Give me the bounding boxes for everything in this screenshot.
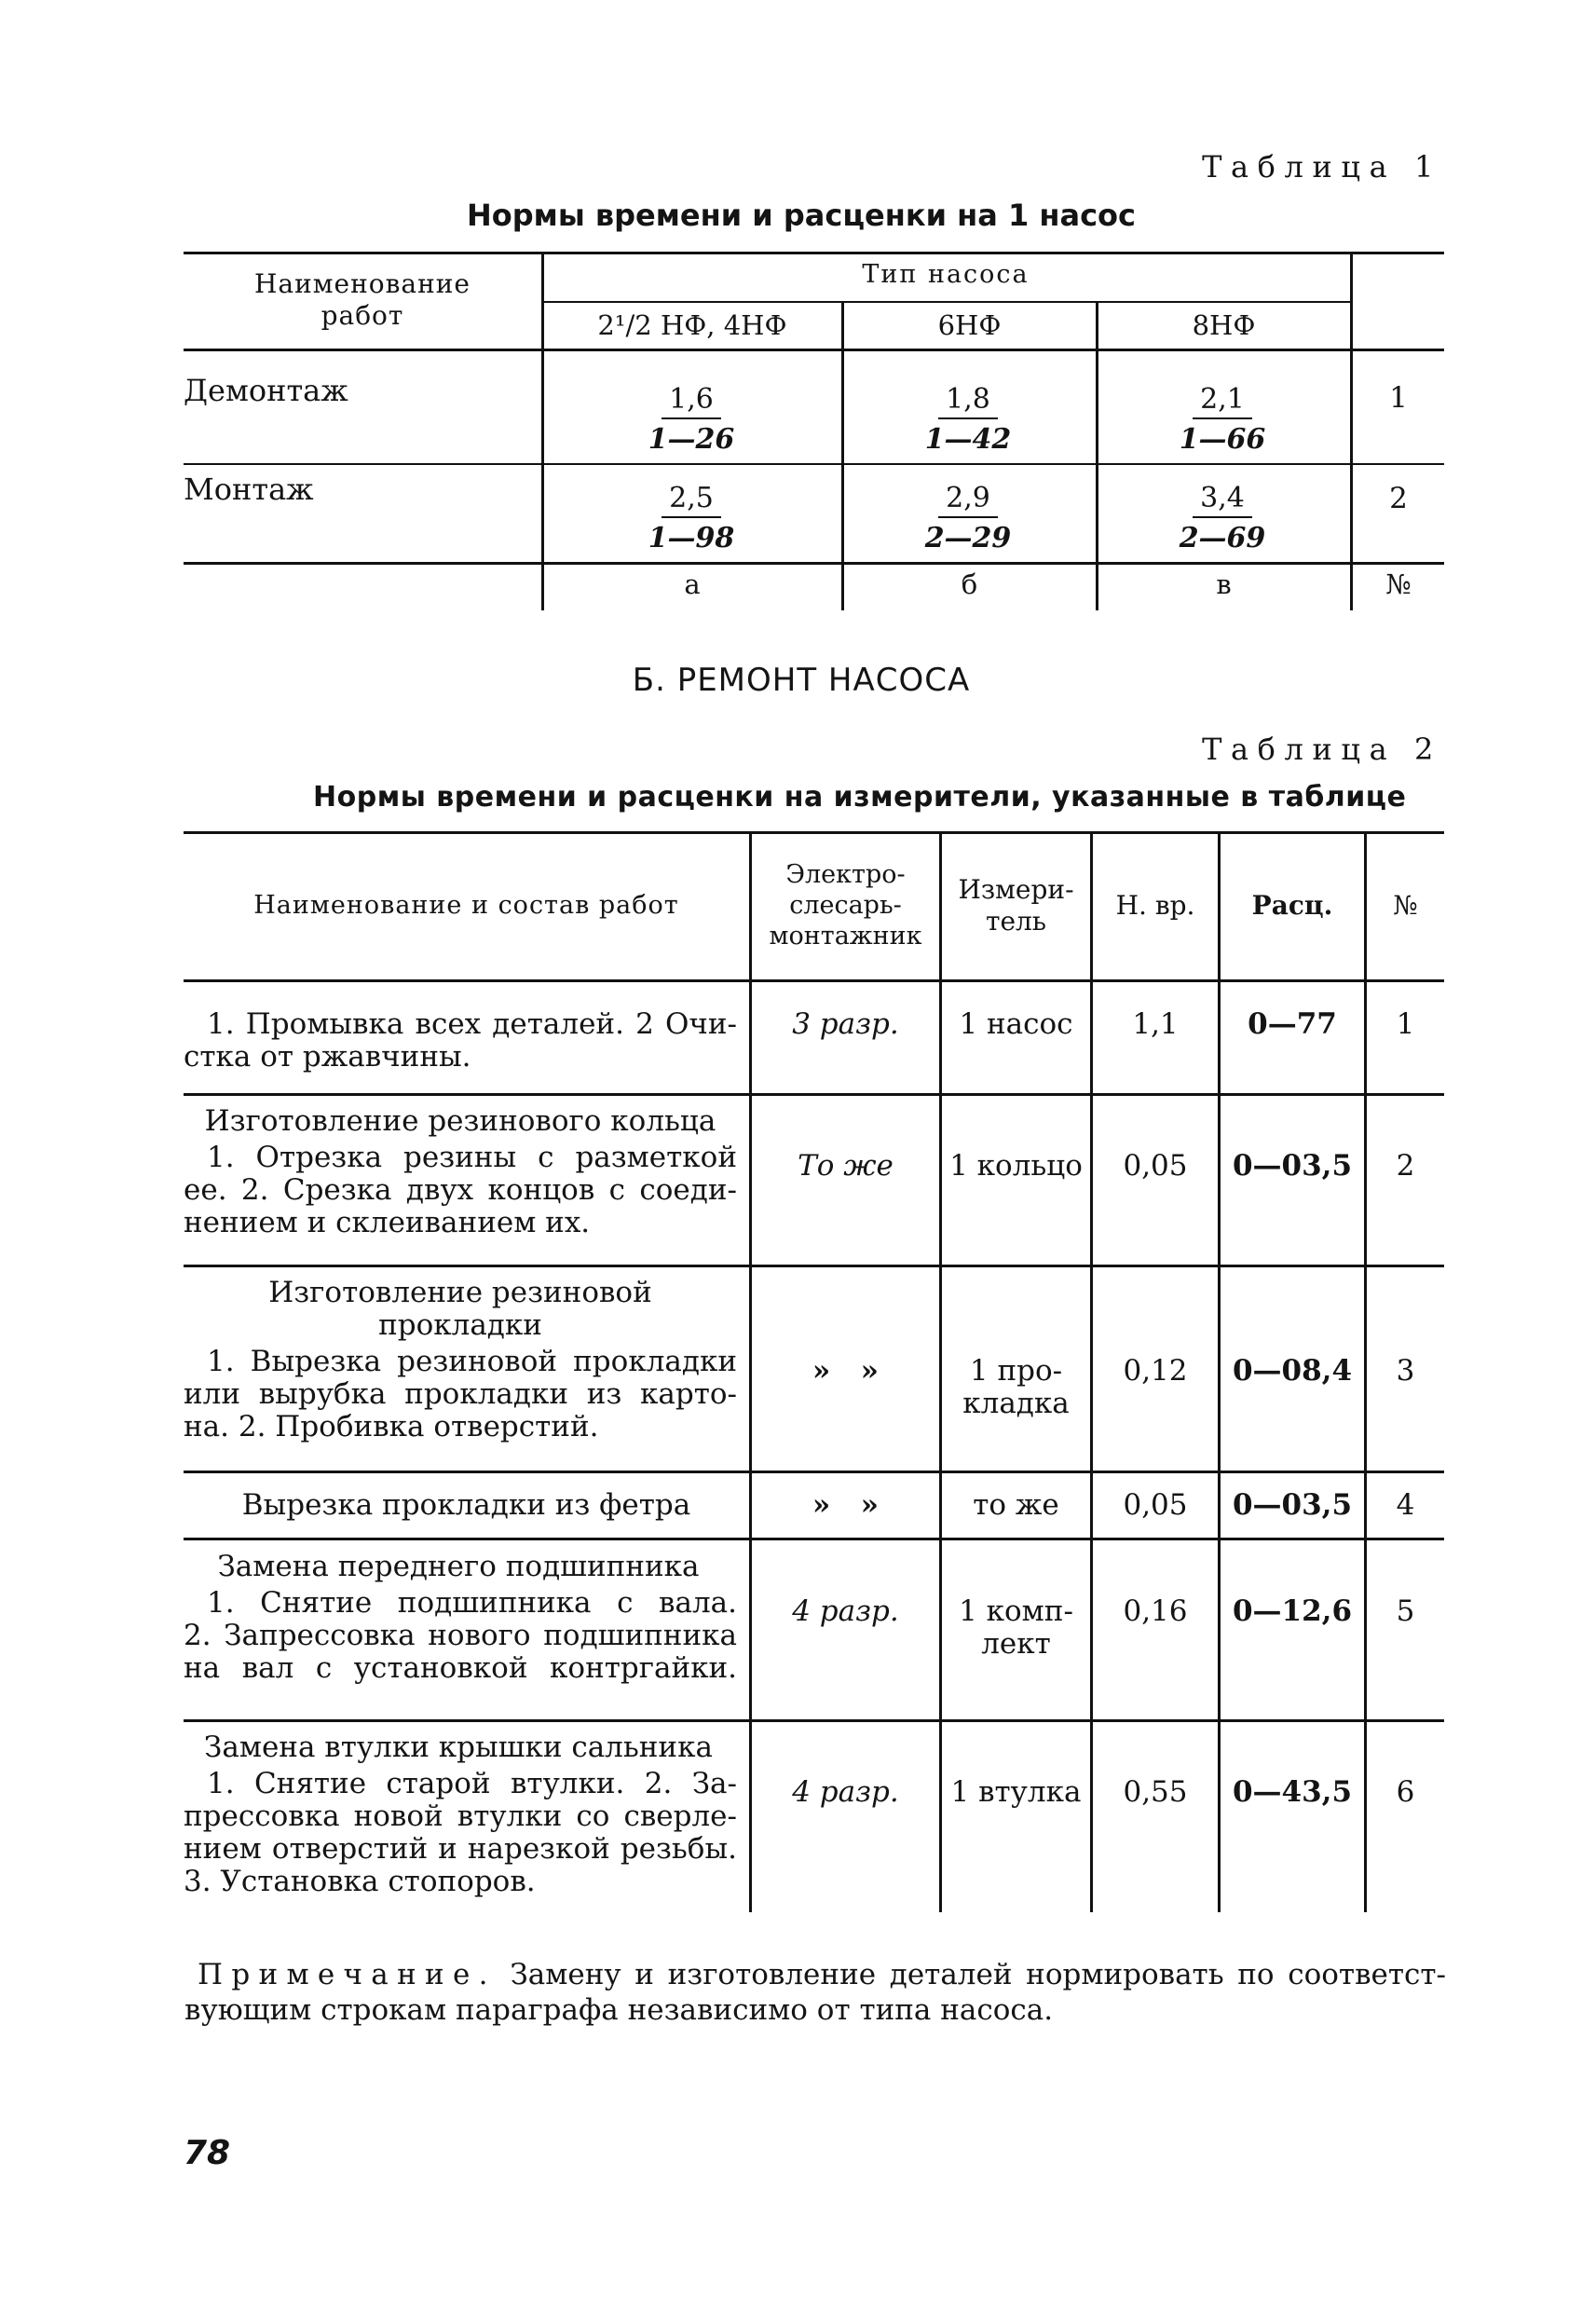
table2-title: Нормы времени и расценки на измерители, указанные в таблице bbox=[313, 781, 1407, 814]
cell-value: $\frac{1,8}{1—42}$ bbox=[924, 383, 1012, 456]
row-price: 0—08,4 bbox=[1232, 1354, 1353, 1388]
table2 bbox=[184, 831, 1444, 1912]
note-text-line1: Замену и изготовление деталей нормировать по соответст- bbox=[510, 1958, 1447, 1991]
row-worker: 4 разр. bbox=[792, 1775, 899, 1809]
cell-value: $\frac{3,4}{2—69}$ bbox=[1179, 482, 1266, 554]
row-worker: 4 разр. bbox=[792, 1594, 899, 1628]
header-time: Н. вр. bbox=[1115, 890, 1195, 921]
footer-c: в bbox=[1216, 568, 1232, 600]
note bbox=[184, 1957, 1447, 2028]
row-time: 0,16 bbox=[1123, 1594, 1188, 1628]
note-text-line2: вующим строкам параграфа независимо от типа насоса. bbox=[184, 1993, 1054, 2027]
cell-value: $\frac{2,9}{2—29}$ bbox=[924, 482, 1012, 554]
row-number: 2 bbox=[1396, 1149, 1415, 1183]
row-number: 2 bbox=[1389, 482, 1408, 515]
row-price: 0—12,6 bbox=[1232, 1594, 1353, 1628]
row-time: 0,55 bbox=[1123, 1775, 1188, 1809]
row-number: 5 bbox=[1396, 1594, 1415, 1628]
row-worker: » » bbox=[812, 1354, 880, 1388]
row-description: 1. Промывка всех деталей. 2 Очи- стка от ржавчины. bbox=[184, 1007, 737, 1074]
row-time: 0,05 bbox=[1123, 1149, 1188, 1183]
row-time: 0,12 bbox=[1123, 1354, 1188, 1388]
row-time: 1,1 bbox=[1132, 1007, 1179, 1041]
row-worker: То же bbox=[798, 1149, 893, 1183]
row-description: Вырезка прокладки из фетра bbox=[241, 1488, 691, 1522]
row-worker: » » bbox=[812, 1488, 880, 1522]
header-work: Наименование и состав работ bbox=[253, 891, 679, 920]
header-work-name: Наименование работ bbox=[254, 268, 471, 331]
table1-label: Таблица 1 bbox=[1202, 149, 1442, 185]
row-description: Замена втулки крышки сальника 1. Снятие старой втулки. 2. За- прессовка новой втулки со сверле- нием отверстий и нарезкой резьбы. 3. Установка стопоров. bbox=[184, 1731, 737, 1898]
row-time: 0,05 bbox=[1123, 1488, 1188, 1522]
row-name: Монтаж bbox=[184, 472, 314, 507]
cell-value: $\frac{2,1}{1—66}$ bbox=[1179, 383, 1266, 456]
row-description: Изготовление резиновой прокладки 1. Вырезка резиновой прокладки или вырубка прокладки из карто- на. 2. Пробивка отверстий. bbox=[184, 1276, 737, 1443]
row-unit: 1 комп- лект bbox=[959, 1594, 1073, 1661]
note-label: Примечание. bbox=[198, 1958, 497, 1991]
row-number: 1 bbox=[1389, 381, 1408, 415]
row-worker: 3 разр. bbox=[792, 1007, 899, 1041]
row-number: 1 bbox=[1396, 1007, 1415, 1041]
header-type-b: 6НФ bbox=[937, 309, 1002, 341]
row-name: Демонтаж bbox=[184, 373, 348, 408]
row-unit: 1 кольцо bbox=[949, 1149, 1083, 1183]
row-price: 0—77 bbox=[1248, 1007, 1337, 1041]
footer-num: № bbox=[1385, 568, 1412, 600]
page-number: 78 bbox=[184, 2134, 231, 2172]
row-number: 4 bbox=[1396, 1488, 1415, 1522]
header-num: № bbox=[1393, 890, 1418, 921]
table1 bbox=[184, 252, 1444, 610]
header-price: Расц. bbox=[1251, 890, 1333, 921]
row-number: 6 bbox=[1396, 1775, 1415, 1809]
header-type-c: 8НФ bbox=[1192, 309, 1256, 341]
row-unit: 1 про- кладка bbox=[962, 1354, 1070, 1420]
footer-b: б bbox=[961, 568, 978, 600]
row-price: 0—03,5 bbox=[1232, 1149, 1353, 1183]
cell-value: $\frac{2,5}{1—98}$ bbox=[648, 482, 735, 554]
header-unit: Измери- тель bbox=[958, 874, 1074, 937]
header-type-a: 2¹/2 НФ, 4НФ bbox=[597, 309, 787, 341]
header-worker: Электро- слесарь- монтажник bbox=[769, 860, 922, 951]
row-description: Замена переднего подшипника 1. Снятие подшипника с вала. 2. Запрессовка нового подшипника на вал с установкой контргайки. bbox=[184, 1550, 737, 1685]
row-price: 0—43,5 bbox=[1232, 1775, 1353, 1809]
row-number: 3 bbox=[1396, 1354, 1415, 1388]
footer-a: а bbox=[684, 568, 701, 600]
table2-label: Таблица 2 bbox=[1202, 732, 1442, 767]
row-unit: 1 насос bbox=[959, 1007, 1073, 1041]
header-pump-type: Тип насоса bbox=[862, 260, 1030, 289]
row-description: Изготовление резинового кольца 1. Отрезка резины с разметкой ее. 2. Срезка двух концов с соеди- нением и склеиванием их. bbox=[184, 1104, 737, 1239]
row-unit: 1 втулка bbox=[950, 1775, 1082, 1809]
row-unit: то же bbox=[973, 1488, 1059, 1522]
section-title: Б. РЕМОНТ НАСОСА bbox=[632, 662, 971, 699]
row-price: 0—03,5 bbox=[1232, 1488, 1353, 1522]
cell-value: $\frac{1,6}{1—26}$ bbox=[648, 383, 735, 456]
table1-title: Нормы времени и расценки на 1 насос bbox=[466, 198, 1136, 233]
